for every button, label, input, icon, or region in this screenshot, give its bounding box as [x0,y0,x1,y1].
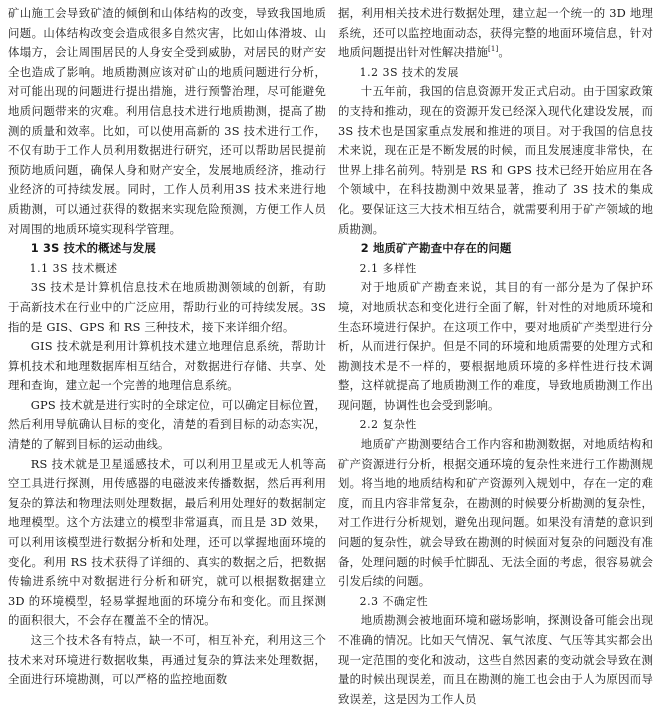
section-1-1-heading: 1.1 3S 技术概述 [29,261,118,275]
intro-paragraph: 矿山施工会导致矿渣的倾倒和山体结构的改变，导致我国地质问题。山体结构改变会造成很多自然灾害，比如山体滑坡、山体塌方，会让周围居民的人身安全受到威胁，对居民的财产安全也造成了影响。地质勘测应该对矿山的地质问题进行分析，对可能出现的问题进行提出措施，进行预警治理，尽可能避免地质问题带来的灾难。利用信息技术进行地质勘测，提高了勘测的质量和效率。比如，可以使用高新的 3S 技术进行工作，不仅有助于工作人员利用数据进行研究，还可以帮助居民提前预防地质问题，确保人身和财产安全，发展地质经济，推动行业经济的可持续发展。同时，工作人员利用3S 技术来进行地质勘测，可以通过获得的数据来实现危险预测，方便工作人员对周围的地质环境实现科学管理。 [8,6,326,236]
continued-paragraph [338,4,653,63]
left-column [8,4,326,690]
rs-paragraph: RS 技术就是卫星遥感技术，可以利用卫星或无人机等高空工具进行探测，用传感器的电磁波来传播数据，然后再利用复杂的算法和物理法则处理数据，最后利用处理好的数据制定地理模型。这个方法建立的模型非常逼真，而且是 3D 效果，可以利用该模型进行数据分析和处理，还可以掌握地面环境的变化。利用 RS 技术获得了详细的、真实的数据之后，把数据传输进系统中对数据进行分析和研究，就可以根据数据建立 3D 的环境模型，轻易掌握地面的环境分布和变化。而且探测的面积很大，不会存在覆盖不全的情况。 [8,456,326,628]
continued-text-end: 。 [498,45,510,60]
3s-overview-paragraph: 3S 技术是计算机信息技术在地质勘测领域的创新，有助于高新技术在行业中的广泛应用，帮助行业的可持续发展。3S 指的是 GIS、GPS 和 RS 三种技术，接下来详细介绍。 [8,280,326,334]
section-2-1-heading: 2.1 多样性 [359,261,417,275]
complexity-paragraph: 地质矿产勘测要结合工作内容和勘测数据，对地质结构和矿产资源进行分析，根据交通环境的复杂性来进行工作勘测规划。将当地的地质结构和矿产资源列入规划中，存在一定的难度，而且内容非常复杂，在勘测的时候要分析勘测的复杂性，对工作进行分析规划，避免出现问题。如果没有清楚的意识到问题的复杂性，就会导致在勘测的时候面对复杂的问题没有准备，处理问题的时候手忙脚乱、无法全面的考虑，很容易就会引发后续的问题。 [338,437,653,589]
right-column [338,4,653,709]
citation-1: [1] [488,45,499,54]
diversity-paragraph: 对于地质矿产勘查来说，其目的有一部分是为了保护环境，对地质状态和变化进行全面了解，针对性的对地质环境和生态环境进行保护。在这项工作中，要对地质矿产类型进行分析，从而进行保护。但是不同的环境和地质需要的处理方式和勘测技术是不一样的，要根据地质环境的多样性进行技术调整，这样就提高了地质勘测工作的难度，导致地质勘测工作出现问题，协调性也会受到影响。 [338,280,653,412]
section-2-2-heading: 2.2 复杂性 [359,418,417,432]
gis-paragraph: GIS 技术就是利用计算机技术建立地理信息系统，帮助计算机技术和地理数据库相互结合，对数据进行存储、共享、处理和查询，建立起一个完善的地理信息系统。 [8,339,326,393]
development-paragraph: 十五年前，我国的信息资源开发正式启动。由于国家政策的支持和推动，现在的资源开发已经深入现代化建设发展，而 3S 技术也是国家重点发展和推进的项目。对于我国的信息技术来说，现在正是不断发展的时候，而且发展速度非常快，在世界上排名前列。特别是 RS 和 GPS 技术已经开始应用在各个领域中，在科技勘测中效果显著，推动了 3S 技术的集成化。要保证这三大技术相互结合，就需要利用于矿产领域的地质勘测。 [338,84,653,236]
section-2-heading: 2 地质矿产勘查中存在的问题 [360,241,512,256]
section-1-2-heading: 1.2 3S 技术的发展 [359,65,460,79]
section-2-3-heading: 2.3 不确定性 [359,594,429,608]
section-1-heading: 1 3S 技术的概述与发展 [30,241,156,256]
continued-text: 据，利用相关技术进行数据处理，建立起一个统一的 3D 地理系统，还可以监控地面动态，获得完整的地面环境信息，针对地质问题提出针对性解决措施 [338,6,653,60]
combination-paragraph: 这三个技术各有特点，缺一不可，相互补充，利用这三个技术来对环境进行数据收集，再通过复杂的算法来处理数据，全面进行环境勘测，可以严格的监控地面数 [8,633,326,687]
gps-paragraph: GPS 技术就是进行实时的全球定位，可以确定目标位置，然后利用导航确认目标的变化，清楚的看到目标的动态实况，清楚的了解到目标的运动曲线。 [8,397,326,452]
uncertainty-paragraph: 地质勘测会被地面环境和磁场影响，探测设备可能会出现不准确的情况。比如天气情况、氧气浓度、气压等其实都会出现一定范围的变化和波动，这些自然因素的变动就会导致在测量的时候出现误差，而且在勘测的施工也会由于人为原因而导致误差，这是因为工作人员 [338,613,653,706]
